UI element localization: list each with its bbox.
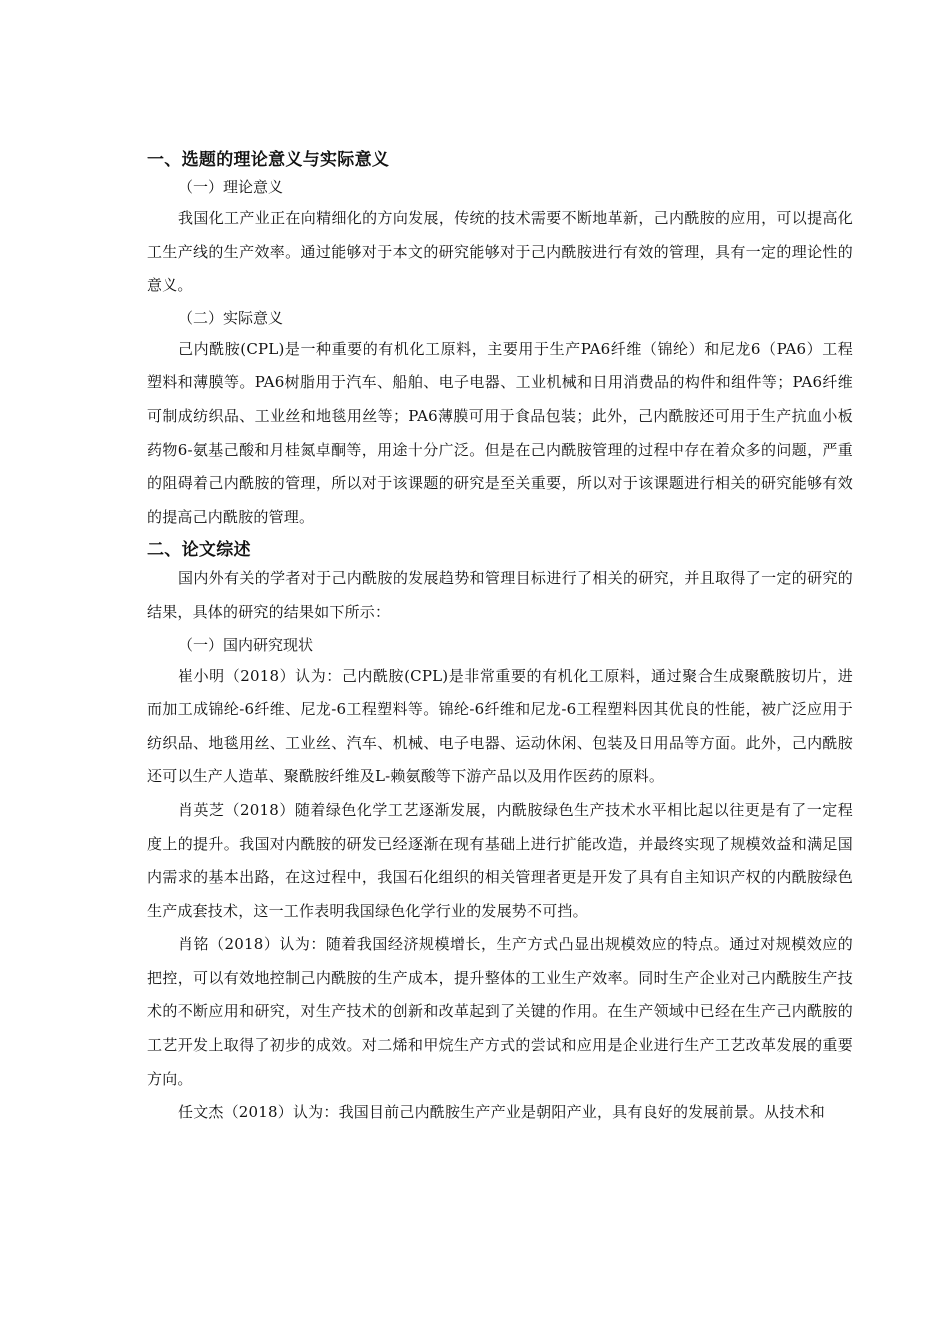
subheading-practical: （二）实际意义 — [178, 308, 284, 327]
document-page — [147, 146, 853, 1130]
paragraph-review-intro: 国内外有关的学者对于己内酰胺的发展趋势和管理目标进行了相关的研究，并且取得了一定的研究的结果，具体的研究的结果如下所示： — [147, 569, 853, 621]
paragraph-cui: 崔小明（2018）认为：己内酰胺(CPL)是非常重要的有机化工原料，通过聚合生成聚酰胺切片，进而加工成锦纶-6纤维、尼龙-6工程塑料等。锦纶-6纤维和尼龙-6工程塑料因其优良的性能，被广泛应用于纺织品、地毯用丝、工业丝、汽车、机械、电子电器、运动休闲、包装及日用品等方面。此外，己内酰胺还可以生产人造革、聚酰胺纤维及L-赖氨酸等下游产品以及用作医药的原料。 — [147, 666, 853, 786]
paragraph-xiao-ming: 肖铭（2018）认为：随着我国经济规模增长，生产方式凸显出规模效应的特点。通过对规模效应的把控，可以有效地控制己内酰胺的生产成本，提升整体的工业生产效率。同时生产企业对己内酰胺生产技术的不断应用和研究，对生产技术的创新和改革起到了关键的作用。在生产领域中已经在生产己内酰胺的工艺开发上取得了初步的成效。对二烯和甲烷生产方式的尝试和应用是企业进行生产工艺改革发展的重要方向。 — [147, 935, 853, 1088]
subheading-domestic-research: （一）国内研究现状 — [178, 635, 314, 654]
subheading-theoretical: （一）理论意义 — [178, 178, 284, 196]
paragraph-theoretical: 我国化工产业正在向精细化的方向发展，传统的技术需要不断地革新，己内酰胺的应用，可以提高化工生产线的生产效率。通过能够对于本文的研究能够对于己内酰胺进行有效的管理，具有一定的理论性的意义。 — [147, 209, 853, 295]
section-heading-review: 二、论文综述 — [147, 540, 251, 561]
paragraph-practical: 己内酰胺(CPL)是一种重要的有机化工原料，主要用于生产PA6纤维（锦纶）和尼龙6（PA6）工程塑料和薄膜等。PA6树脂用于汽车、船舶、电子电器、工业机械和日用消费品的构件和组件等；PA6纤维可制成纺织品、工业丝和地毯用丝等；PA6薄膜可用于食品包装；此外，己内酰胺还可用于生产抗血小板药物6-氨基己酸和月桂氮卓酮等，用途十分广泛。但是在己内酰胺管理的过程中存在着众多的问题，严重的阻碍着己内酰胺的管理，所以对于该课题的研究是至关重要，所以对于该课题进行相关的研究能够有效的提高己内酰胺的管理。 — [147, 339, 853, 526]
section-heading-significance: 一、选题的理论意义与实际意义 — [147, 150, 390, 170]
paragraph-ren: 任文杰（2018）认为：我国目前己内酰胺生产产业是朝阳产业，具有良好的发展前景。从技术和 — [178, 1103, 825, 1122]
paragraph-xiao-yingzhi: 肖英芝（2018）随着绿色化学工艺逐渐发展，内酰胺绿色生产技术水平相比起以往更是有了一定程度上的提升。我国对内酰胺的研发已经逐渐在现有基础上进行扩能改造，并最终实现了规模效益和满足国内需求的基本出路，在这过程中，我国石化组织的相关管理者更是开发了具有自主知识产权的内酰胺绿色生产成套技术，这一工作表明我国绿色化学行业的发展势不可挡。 — [147, 800, 853, 920]
